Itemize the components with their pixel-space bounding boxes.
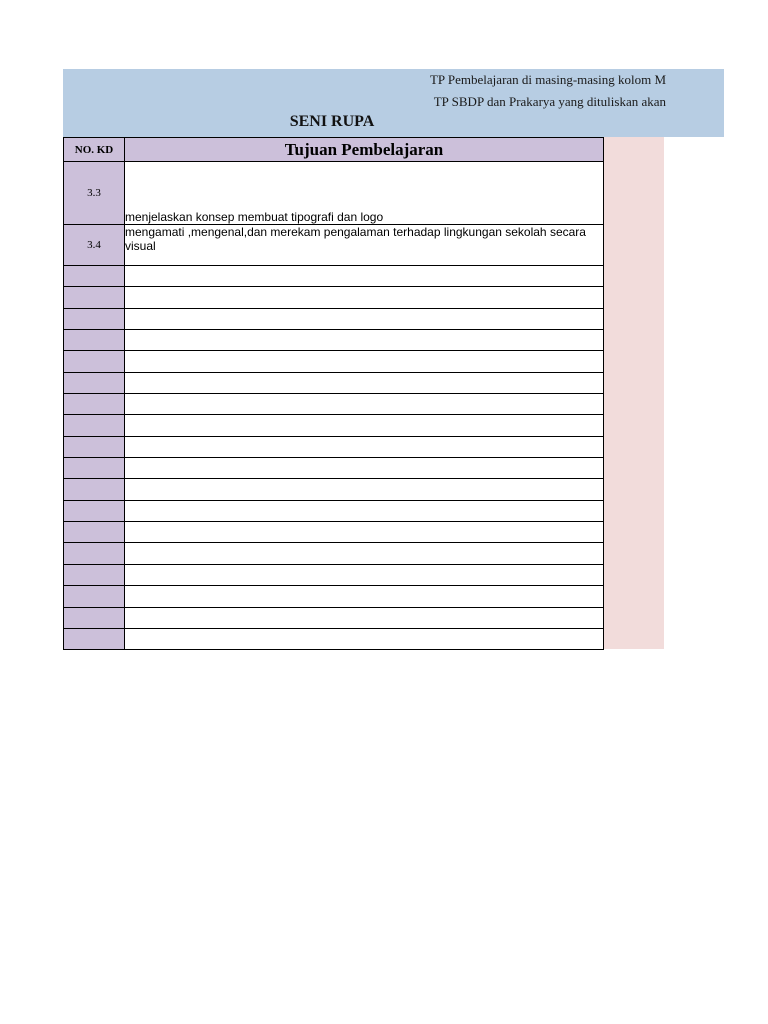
table-row-empty	[64, 564, 604, 585]
table-row-empty	[64, 586, 604, 607]
tp-cell-empty[interactable]	[125, 287, 604, 308]
kd-cell-empty[interactable]	[64, 522, 125, 543]
tp-cell-empty[interactable]	[125, 628, 604, 649]
kd-cell-empty[interactable]	[64, 564, 125, 585]
kd-cell-empty[interactable]	[64, 308, 125, 329]
table-row-empty	[64, 458, 604, 479]
table-row-empty	[64, 543, 604, 564]
tp-cell-empty[interactable]	[125, 458, 604, 479]
kd-cell-empty[interactable]	[64, 586, 125, 607]
tp-cell-empty[interactable]	[125, 330, 604, 351]
note-line-2: TP SBDP dan Prakarya yang dituliskan akan	[433, 94, 666, 109]
table-row-empty	[64, 287, 604, 308]
tp-cell[interactable]: mengamati ,mengenal,dan merekam pengalaman terhadap lingkungan sekolah secara visual	[125, 225, 604, 266]
kd-cell-empty[interactable]	[64, 479, 125, 500]
table-row-empty	[64, 308, 604, 329]
kd-cell-empty[interactable]	[64, 372, 125, 393]
table-row-empty	[64, 394, 604, 415]
table-row-empty	[64, 479, 604, 500]
tp-cell-empty[interactable]	[125, 436, 604, 457]
kd-cell[interactable]: 3.3	[64, 162, 125, 225]
kd-cell-empty[interactable]	[64, 287, 125, 308]
table-row-empty	[64, 266, 604, 287]
table-row-empty	[64, 628, 604, 649]
tp-cell-empty[interactable]	[125, 372, 604, 393]
tp-cell-empty[interactable]	[125, 394, 604, 415]
kd-cell-empty[interactable]	[64, 607, 125, 628]
tp-cell-empty[interactable]	[125, 415, 604, 436]
side-column	[604, 137, 664, 649]
table-row-empty	[64, 500, 604, 521]
tp-cell-empty[interactable]	[125, 351, 604, 372]
table-row-empty	[64, 607, 604, 628]
table-row-empty	[64, 330, 604, 351]
tp-cell-empty[interactable]	[125, 500, 604, 521]
kd-cell-empty[interactable]	[64, 351, 125, 372]
kd-cell[interactable]: 3.4	[64, 225, 125, 266]
note-line-1: TP Pembelajaran di masing-masing kolom M	[429, 72, 666, 87]
table-row-empty	[64, 351, 604, 372]
tp-cell-empty[interactable]	[125, 543, 604, 564]
kd-cell-empty[interactable]	[64, 415, 125, 436]
kd-cell-empty[interactable]	[64, 543, 125, 564]
kd-cell-empty[interactable]	[64, 330, 125, 351]
tp-cell-empty[interactable]	[125, 479, 604, 500]
kd-cell-empty[interactable]	[64, 500, 125, 521]
tp-cell-empty[interactable]	[125, 564, 604, 585]
kd-cell-empty[interactable]	[64, 266, 125, 287]
kd-cell-empty[interactable]	[64, 628, 125, 649]
column-header-no-kd: NO. KD	[64, 138, 125, 162]
table-header-row	[64, 138, 604, 162]
kd-cell-empty[interactable]	[64, 394, 125, 415]
table-row-empty	[64, 522, 604, 543]
tp-cell[interactable]: menjelaskan konsep membuat tipografi dan logo	[125, 162, 604, 225]
tp-cell-empty[interactable]	[125, 522, 604, 543]
empty-rows	[64, 266, 604, 650]
tp-cell-empty[interactable]	[125, 607, 604, 628]
tp-cell-empty[interactable]	[125, 266, 604, 287]
tp-cell-empty[interactable]	[125, 308, 604, 329]
table-row-empty	[64, 415, 604, 436]
sheet-title: SENI RUPA	[289, 113, 375, 130]
kd-cell-empty[interactable]	[64, 458, 125, 479]
tp-cell-empty[interactable]	[125, 586, 604, 607]
table-row	[64, 162, 604, 225]
table-row-empty	[64, 436, 604, 457]
kd-cell-empty[interactable]	[64, 436, 125, 457]
tujuan-pembelajaran-table	[63, 137, 604, 650]
table-row-empty	[64, 372, 604, 393]
column-header-tujuan-pembelajaran: Tujuan Pembelajaran	[125, 138, 604, 162]
table-row	[64, 225, 604, 266]
